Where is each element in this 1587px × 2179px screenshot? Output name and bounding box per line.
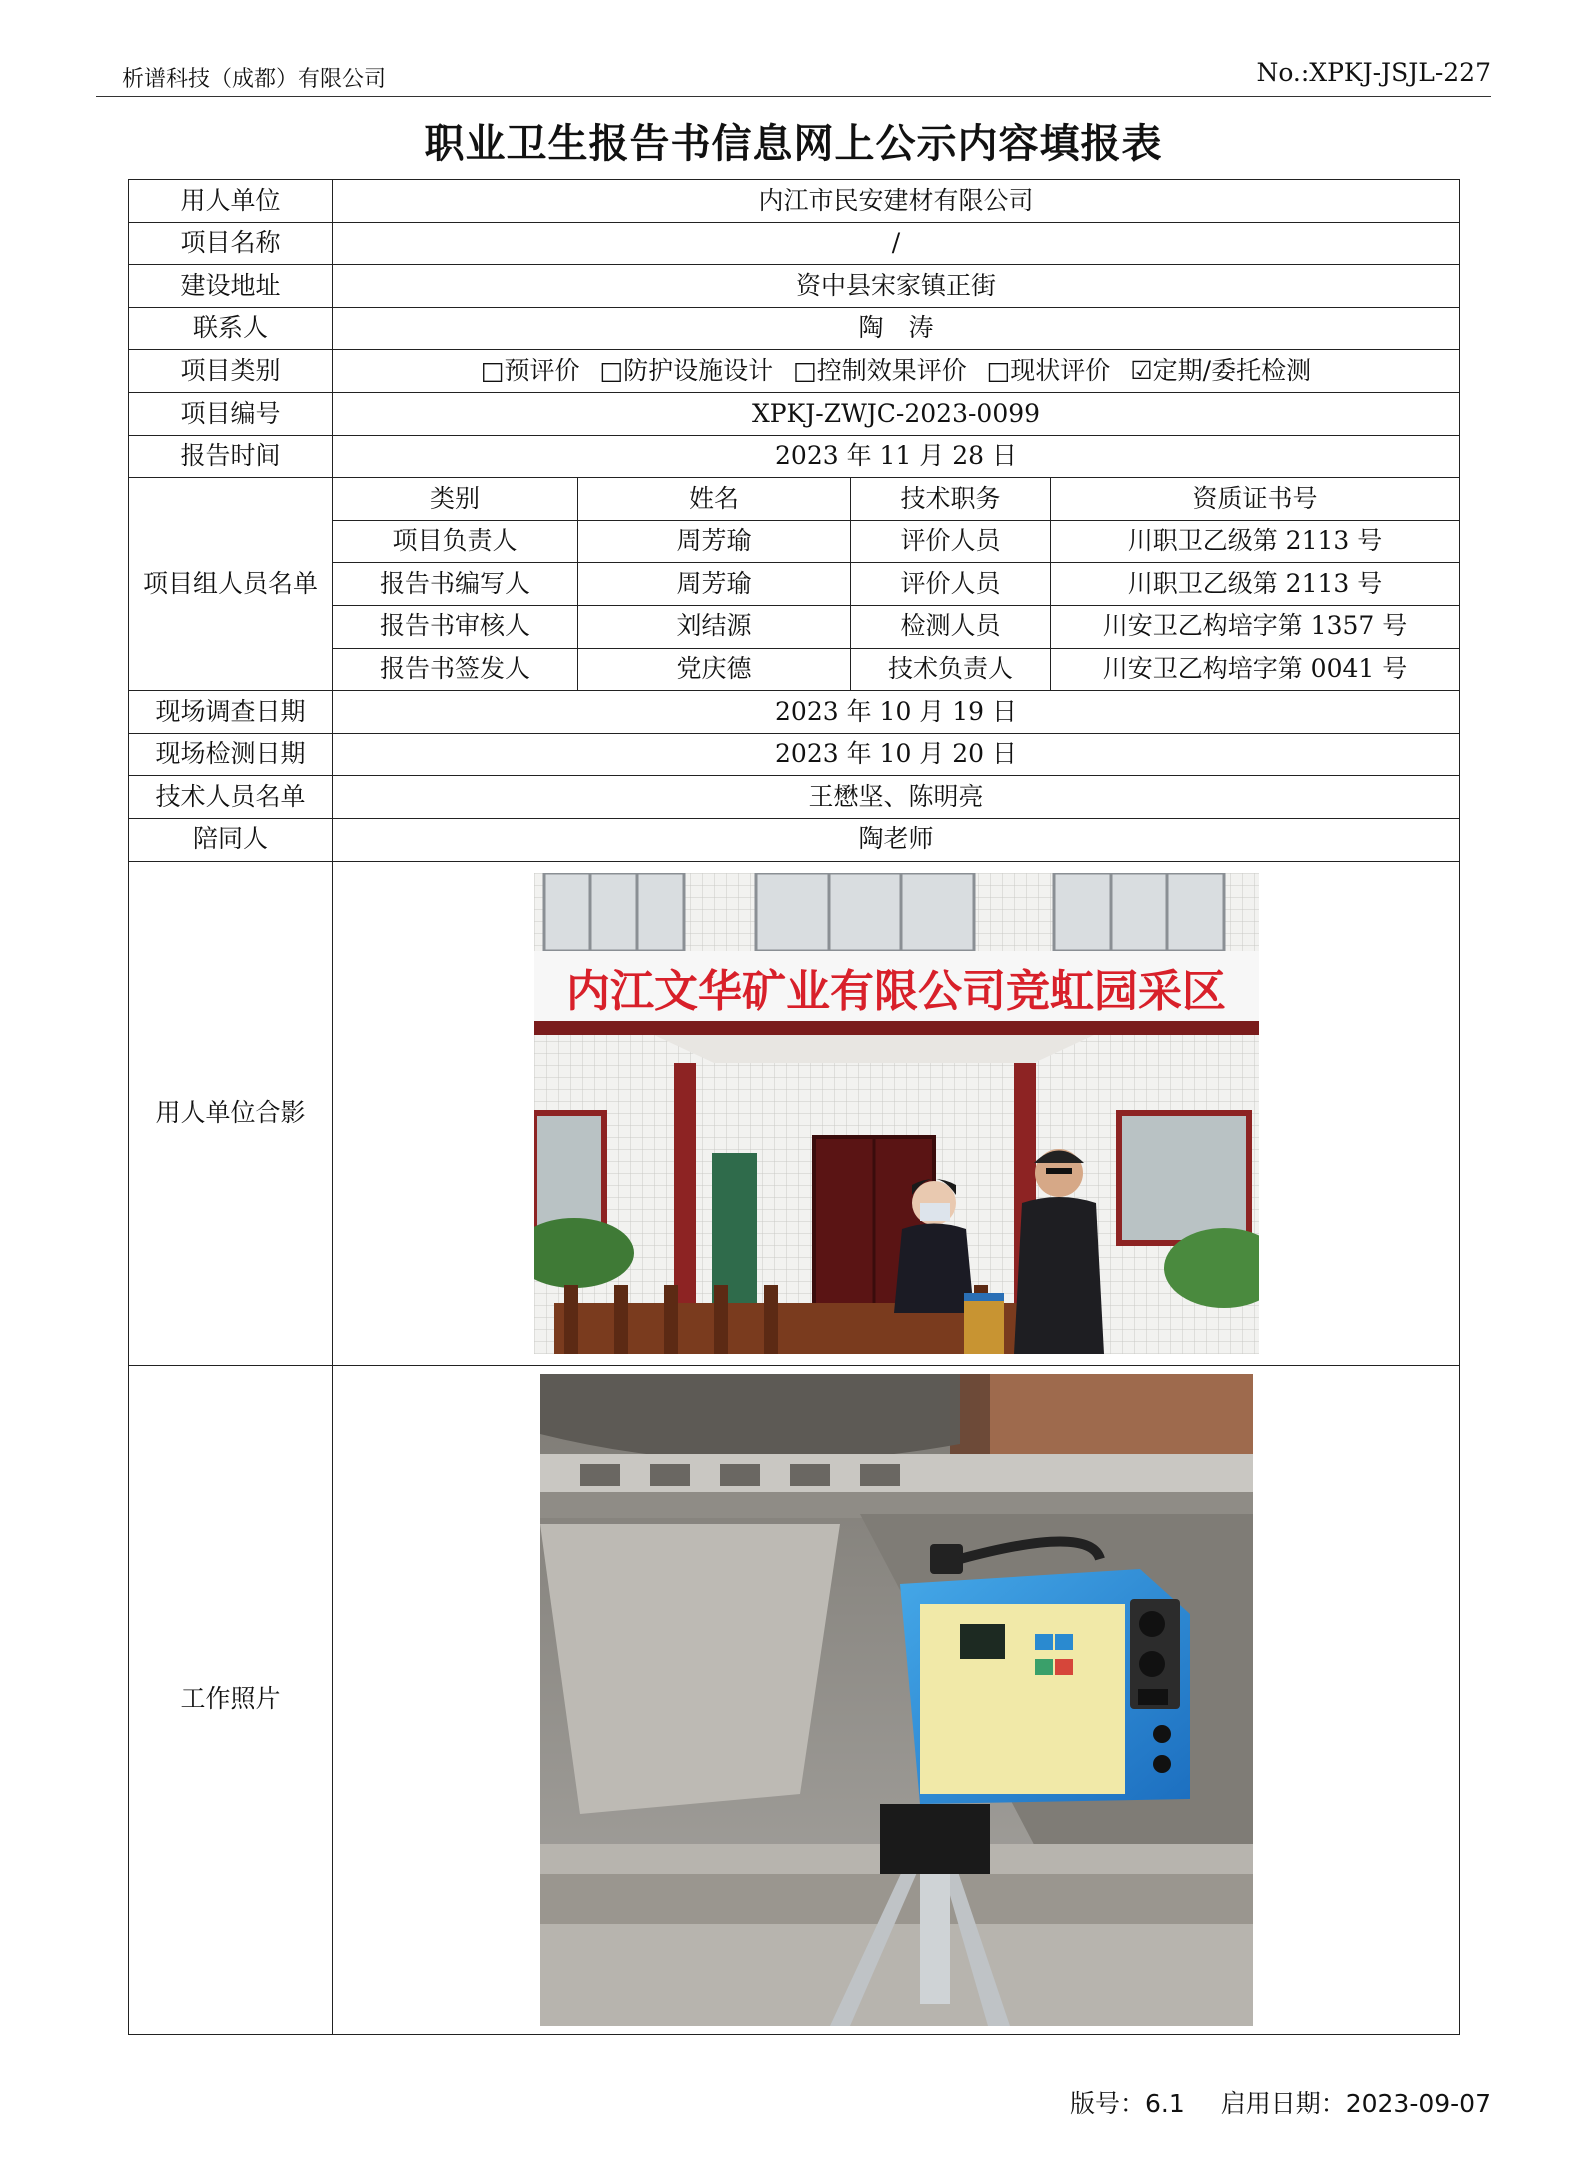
page-title: 职业卫生报告书信息网上公示内容填报表 bbox=[424, 121, 1163, 167]
category-option-periodic-test: ☑定期/委托检测 bbox=[1130, 355, 1312, 385]
team-header-category: 类别 bbox=[333, 478, 578, 521]
row-employer bbox=[129, 180, 1460, 223]
accompany-value: 陶老师 bbox=[333, 818, 1460, 861]
team-role: 报告书编写人 bbox=[333, 563, 578, 606]
team-cert: 川安卫乙构培字第 0041 号 bbox=[1051, 648, 1460, 691]
info-table bbox=[128, 179, 1460, 2035]
work-photo-label: 工作照片 bbox=[129, 1365, 333, 2034]
project-name-label: 项目名称 bbox=[129, 222, 333, 265]
team-name: 刘结源 bbox=[578, 605, 851, 648]
project-no-label: 项目编号 bbox=[129, 392, 333, 435]
team-title: 评价人员 bbox=[851, 563, 1051, 606]
version-label: 版号：6.1 bbox=[1069, 2089, 1185, 2118]
team-title: 技术负责人 bbox=[851, 648, 1051, 691]
team-header-name: 姓名 bbox=[578, 478, 851, 521]
document-number: No.:XPKJ-JSJL-227 bbox=[1256, 58, 1491, 87]
work-photo bbox=[540, 1374, 1253, 2026]
team-title: 检测人员 bbox=[851, 605, 1051, 648]
accompany-label: 陪同人 bbox=[129, 818, 333, 861]
detect-date-value: 2023 年 10 月 20 日 bbox=[333, 733, 1460, 776]
category-option-control-eval: □控制效果评价 bbox=[793, 355, 967, 385]
row-accompany bbox=[129, 818, 1460, 861]
row-address bbox=[129, 265, 1460, 308]
effective-date-label: 启用日期：2023-09-07 bbox=[1220, 2089, 1491, 2118]
team-name: 周芳瑜 bbox=[578, 520, 851, 563]
row-group-photo bbox=[129, 861, 1460, 1365]
team-header-row bbox=[129, 478, 1460, 521]
team-role: 报告书签发人 bbox=[333, 648, 578, 691]
team-title: 评价人员 bbox=[851, 520, 1051, 563]
team-role: 报告书审核人 bbox=[333, 605, 578, 648]
team-cert: 川安卫乙构培字第 1357 号 bbox=[1051, 605, 1460, 648]
group-photo-image bbox=[534, 873, 1259, 1354]
category-option-protection-design: □防护设施设计 bbox=[599, 355, 774, 385]
row-tech-staff bbox=[129, 776, 1460, 819]
header-divider bbox=[96, 96, 1491, 97]
category-option-status-eval: □现状评价 bbox=[986, 355, 1111, 385]
tech-staff-label: 技术人员名单 bbox=[129, 776, 333, 819]
row-project-name bbox=[129, 222, 1460, 265]
project-no-value: XPKJ-ZWJC-2023-0099 bbox=[333, 392, 1460, 435]
category-label: 项目类别 bbox=[129, 350, 333, 393]
detect-date-label: 现场检测日期 bbox=[129, 733, 333, 776]
address-label: 建设地址 bbox=[129, 265, 333, 308]
row-work-photo bbox=[129, 1365, 1460, 2034]
contact-value: 陶 涛 bbox=[333, 307, 1460, 350]
row-detect-date bbox=[129, 733, 1460, 776]
row-project-no bbox=[129, 392, 1460, 435]
tech-staff-value: 王懋坚、陈明亮 bbox=[333, 776, 1460, 819]
row-survey-date bbox=[129, 691, 1460, 734]
row-report-time bbox=[129, 435, 1460, 478]
team-header-title: 技术职务 bbox=[851, 478, 1051, 521]
project-name-value: / bbox=[333, 222, 1460, 265]
team-name: 党庆德 bbox=[578, 648, 851, 691]
team-cert: 川职卫乙级第 2113 号 bbox=[1051, 520, 1460, 563]
survey-date-value: 2023 年 10 月 19 日 bbox=[333, 691, 1460, 734]
category-options bbox=[333, 350, 1460, 393]
footer bbox=[1060, 2084, 1491, 2120]
team-header-cert: 资质证书号 bbox=[1051, 478, 1460, 521]
group-photo-sign: 内江文华矿业有限公司竞虹园采区 bbox=[565, 965, 1226, 1017]
team-label: 项目组人员名单 bbox=[129, 478, 333, 691]
team-role: 项目负责人 bbox=[333, 520, 578, 563]
row-contact bbox=[129, 307, 1460, 350]
team-cert: 川职卫乙级第 2113 号 bbox=[1051, 563, 1460, 606]
group-photo-label: 用人单位合影 bbox=[129, 861, 333, 1365]
row-category bbox=[129, 350, 1460, 393]
report-time-label: 报告时间 bbox=[129, 435, 333, 478]
address-value: 资中县宋家镇正街 bbox=[333, 265, 1460, 308]
group-photo bbox=[534, 873, 1259, 1354]
report-time-value: 2023 年 11 月 28 日 bbox=[333, 435, 1460, 478]
company-name: 析谱科技（成都）有限公司 bbox=[122, 67, 387, 92]
category-option-pre-eval: □预评价 bbox=[480, 355, 580, 385]
employer-value: 内江市民安建材有限公司 bbox=[333, 180, 1460, 223]
team-name: 周芳瑜 bbox=[578, 563, 851, 606]
survey-date-label: 现场调查日期 bbox=[129, 691, 333, 734]
employer-label: 用人单位 bbox=[129, 180, 333, 223]
contact-label: 联系人 bbox=[129, 307, 333, 350]
work-photo-image bbox=[540, 1374, 1253, 2026]
